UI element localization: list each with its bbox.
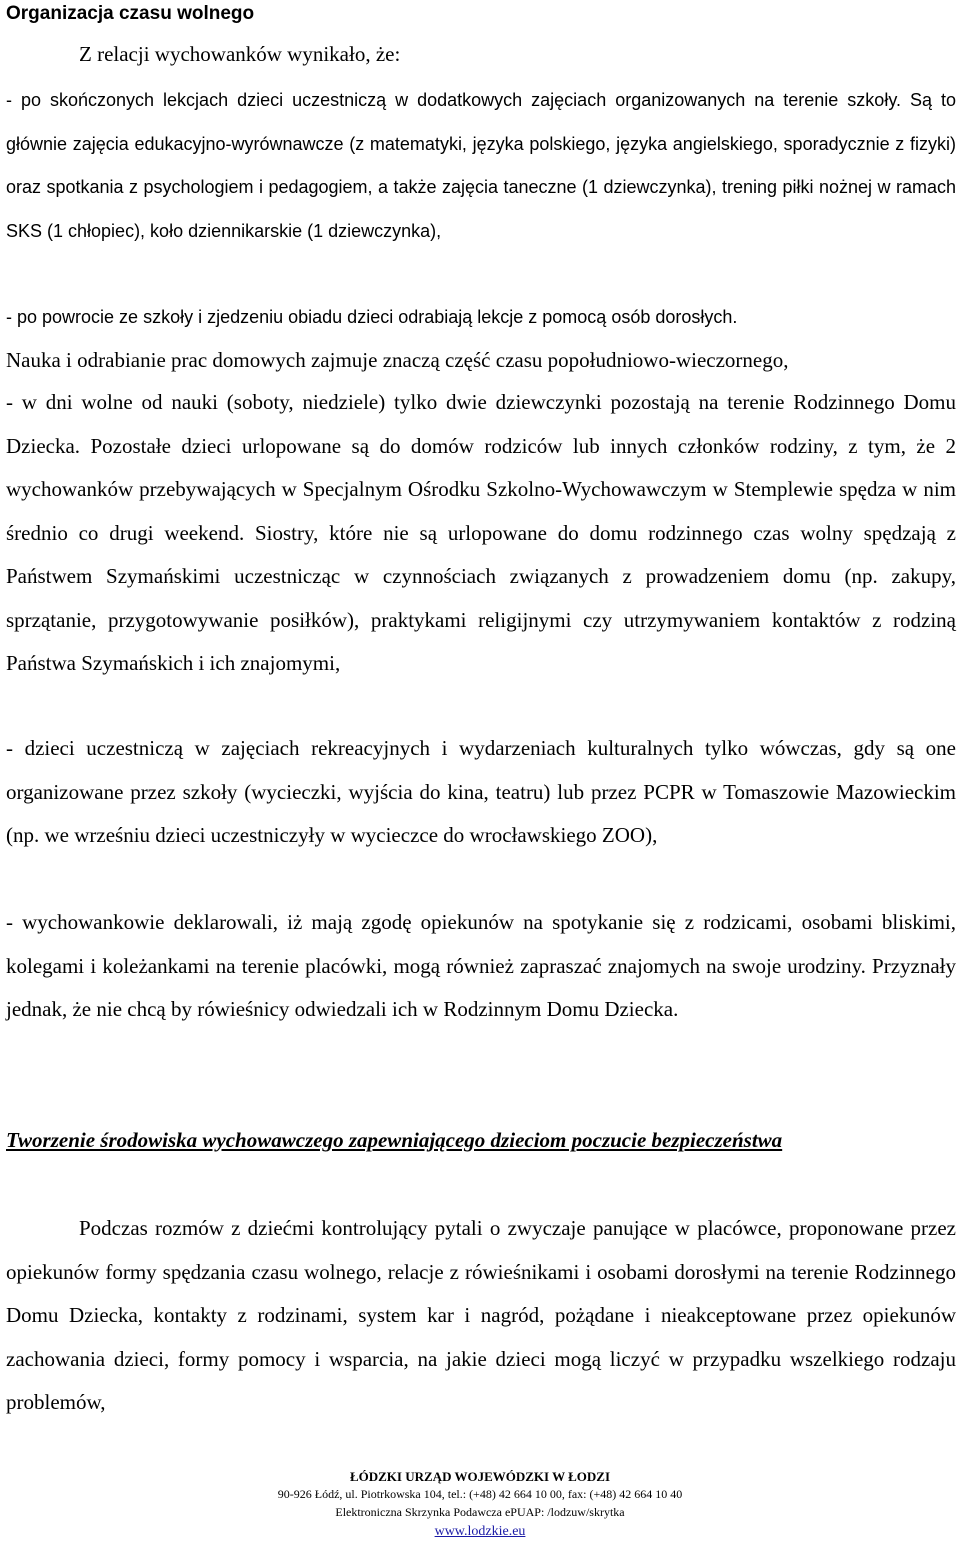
paragraph-interviews: Podczas rozmów z dziećmi kontrolujący pytali o zwyczaje panujące w placówce, proponowane przez opiekunów formy spędzania czasu wolnego, relacje z rówieśnikami i osobami dorosłymi na terenie Rodzinnego Domu Dziecka, kontakty z rodzinami, system kar i nagród, pożądane i nieakceptowane przez opiekunów zachowania dzieci, formy pomocy i wsparcia, na jakie dzieci mogą liczyć w przypadku wszelkiego rodzaju problemów, xyxy=(6,1216,956,1414)
section-heading: Organizacja czasu wolnego xyxy=(6,3,255,24)
paragraph-visits: - wychowankowie deklarowali, iż mają zgodę opiekunów na spotykanie się z rodzicami, osobami bliskimi, kolegami i koleżankami na terenie placówki, mogą również zapraszać znajomych na swoje urodziny. Przyznały jednak, że nie chcą by rówieśnicy odwiedzali ich w Rodzinnym Domu Dziecka. xyxy=(6,910,956,1021)
paragraph-homework: - po powrocie ze szkoły i zjedzeniu obiadu dzieci odrabiają lekcje z pomocą osób dorosłych. xyxy=(6,307,738,327)
paragraph-extracurricular: - po skończonych lekcjach dzieci uczestniczą w dodatkowych zajęciach organizowanych na terenie szkoły. Są to głównie zajęcia edukacyjno-wyrównawcze (z matematyki, języka polskiego, języka angielskiego, sporadycznie z fizyki) oraz spotkania z psychologiem i pedagogiem, a także zajęcia taneczne (1 dziewczynka), trening piłki nożnej w ramach SKS (1 chłopiec), koło dziennikarskie (1 dziewczynka), xyxy=(6,90,956,241)
footer-address: 90-926 Łódź, ul. Piotrkowska 104, tel.: (+48) 42 664 10 00, fax: (+48) 42 664 10 40 xyxy=(277,1487,683,1501)
footer-epuap: Elektroniczna Skrzynka Podawcza ePUAP: /lodzuw/skrytka xyxy=(335,1505,625,1519)
intro-paragraph: Z relacji wychowanków wynikało, że: xyxy=(79,42,401,66)
footer-website-link[interactable]: www.lodzkie.eu xyxy=(434,1524,526,1539)
paragraph-recreation: - dzieci uczestniczą w zajęciach rekreacyjnych i wydarzeniach kulturalnych tylko wówczas, gdy są one organizowane przez szkoły (wycieczki, wyjścia do kina, teatru) lub przez PCPR w Tomaszowie Mazowieckim (np. we wrześniu dzieci uczestniczyły w wycieczce do wrocławskiego ZOO), xyxy=(6,736,956,847)
paragraph-study-time: Nauka i odrabianie prac domowych zajmuje znaczą część czasu popołudniowo-wieczornego, xyxy=(6,348,789,372)
paragraph-weekends: - w dni wolne od nauki (soboty, niedziele) tylko dwie dziewczynki pozostają na terenie Rodzinnego Domu Dziecka. Pozostałe dzieci urlopowane są do domów rodziców lub innych członków rodziny, z tym, że 2 wychowanków przebywających w Specjalnym Ośrodku Szkolno-Wychowawczym w Stemplewie spędza w nim średnio co drugi weekend. Siostry, które nie są urlopowane do domu rodzinnego czas wolny spędzają z Państwem Szymańskimi uczestnicząc w czynnościach związanych z prowadzeniem domu (np. zakupy, sprzątanie, przygotowywanie posiłków), praktykami religijnymi czy utrzymywaniem kontaktów z rodziną Państwa Szymańskich i ich znajomymi, xyxy=(6,390,956,675)
footer-office-name: ŁÓDZKI URZĄD WOJEWÓDZKI W ŁODZI xyxy=(349,1469,611,1484)
section-title-safety: Tworzenie środowiska wychowawczego zapewniającego dzieciom poczucie bezpieczeństwa xyxy=(6,1128,783,1152)
